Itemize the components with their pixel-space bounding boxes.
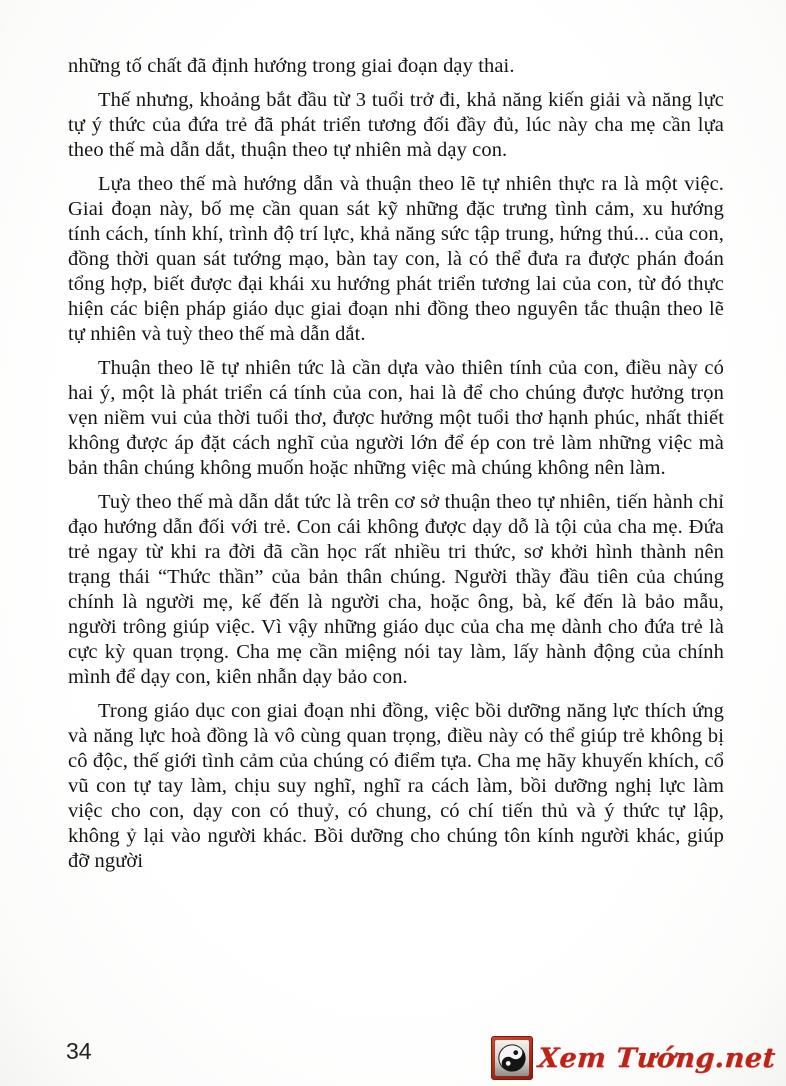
watermark — [491, 1036, 780, 1080]
watermark-text: Xem Tướng.net — [537, 1042, 778, 1074]
page-number: 34 — [66, 1038, 92, 1064]
paragraph: Tuỳ theo thế mà dẫn dắt tức là trên cơ sở thuận theo tự nhiên, tiến hành chỉ đạo hướng dẫn đối với trẻ. Con cái không được dạy dỗ là tội của cha mẹ. Đứa trẻ ngay từ khi ra đời đã cần học rất nhiều tri thức, sơ khởi hình thành nên trạng thái “Thức thần” của bản thân chúng. Người thầy đầu tiên của chúng chính là người mẹ, kế đến là người cha, hoặc ông, bà, kế đến là bảo mẫu, người trông giúp việc. Vì vậy những giáo dục của cha mẹ dành cho đứa trẻ là cực kỳ quan trọng. Cha mẹ cần miệng nói tay làm, lấy hành động của chính mình để dạy con, kiên nhẫn dạy bảo con. — [68, 491, 724, 688]
body-text — [68, 54, 724, 883]
paragraph: Thuận theo lẽ tự nhiên tức là cần dựa vào thiên tính của con, điều này có hai ý, một là phát triển cá tính của con, hai là để cho chúng được hưởng trọn vẹn niềm vui của thời tuổi thơ, được hưởng một tuổi thơ hạnh phúc, nhất thiết không được áp đặt cách nghĩ của người lớn để ép con trẻ làm những việc mà bản thân chúng không muốn hoặc những việc mà chúng không nên làm. — [68, 357, 724, 479]
paragraph: Thế nhưng, khoảng bắt đầu từ 3 tuổi trở đi, khả năng kiến giải và năng lực tự ý thức của đứa trẻ đã phát triển tương đối đầy đủ, lúc này cha mẹ cần lựa theo thế mà dẫn dắt, thuận theo tự nhiên mà dạy con. — [68, 89, 724, 161]
yin-yang-icon — [491, 1036, 533, 1080]
paragraph: những tố chất đã định hướng trong giai đoạn dạy thai. — [68, 55, 515, 77]
paragraph: Trong giáo dục con giai đoạn nhi đồng, việc bồi dưỡng năng lực thích ứng và năng lực hoà đồng là vô cùng quan trọng, điều này có thể giúp trẻ không bị cô độc, thế giới tình cảm của chúng có điểm tựa. Cha mẹ hãy khuyến khích, cổ vũ con tự tay làm, chịu suy nghĩ, nghĩ ra cách làm, bồi dưỡng nghị lực làm việc cho con, dạy con có thuỷ, có chung, có chí tiến thủ và ý thức tự lập, không ỷ lại vào người khác. Bồi dưỡng cho chúng tôn kính người khác, giúp đỡ người — [68, 700, 724, 872]
paragraph: Lựa theo thế mà hướng dẫn và thuận theo lẽ tự nhiên thực ra là một việc. Giai đoạn này, bố mẹ cần quan sát kỹ những đặc trưng tình cảm, xu hướng tính cách, tính khí, trình độ trí lực, khả năng sức tập trung, hứng thú... của con, đồng thời quan sát tướng mạo, bàn tay con, là có thể đưa ra được phán đoán tổng hợp, biết được đại khái xu hướng phát triển tương lai của con, từ đó thực hiện các biện pháp giáo dục giai đoạn nhi đồng theo nguyên tắc thuận theo lẽ tự nhiên và tuỳ theo thế mà dẫn dắt. — [68, 173, 724, 345]
